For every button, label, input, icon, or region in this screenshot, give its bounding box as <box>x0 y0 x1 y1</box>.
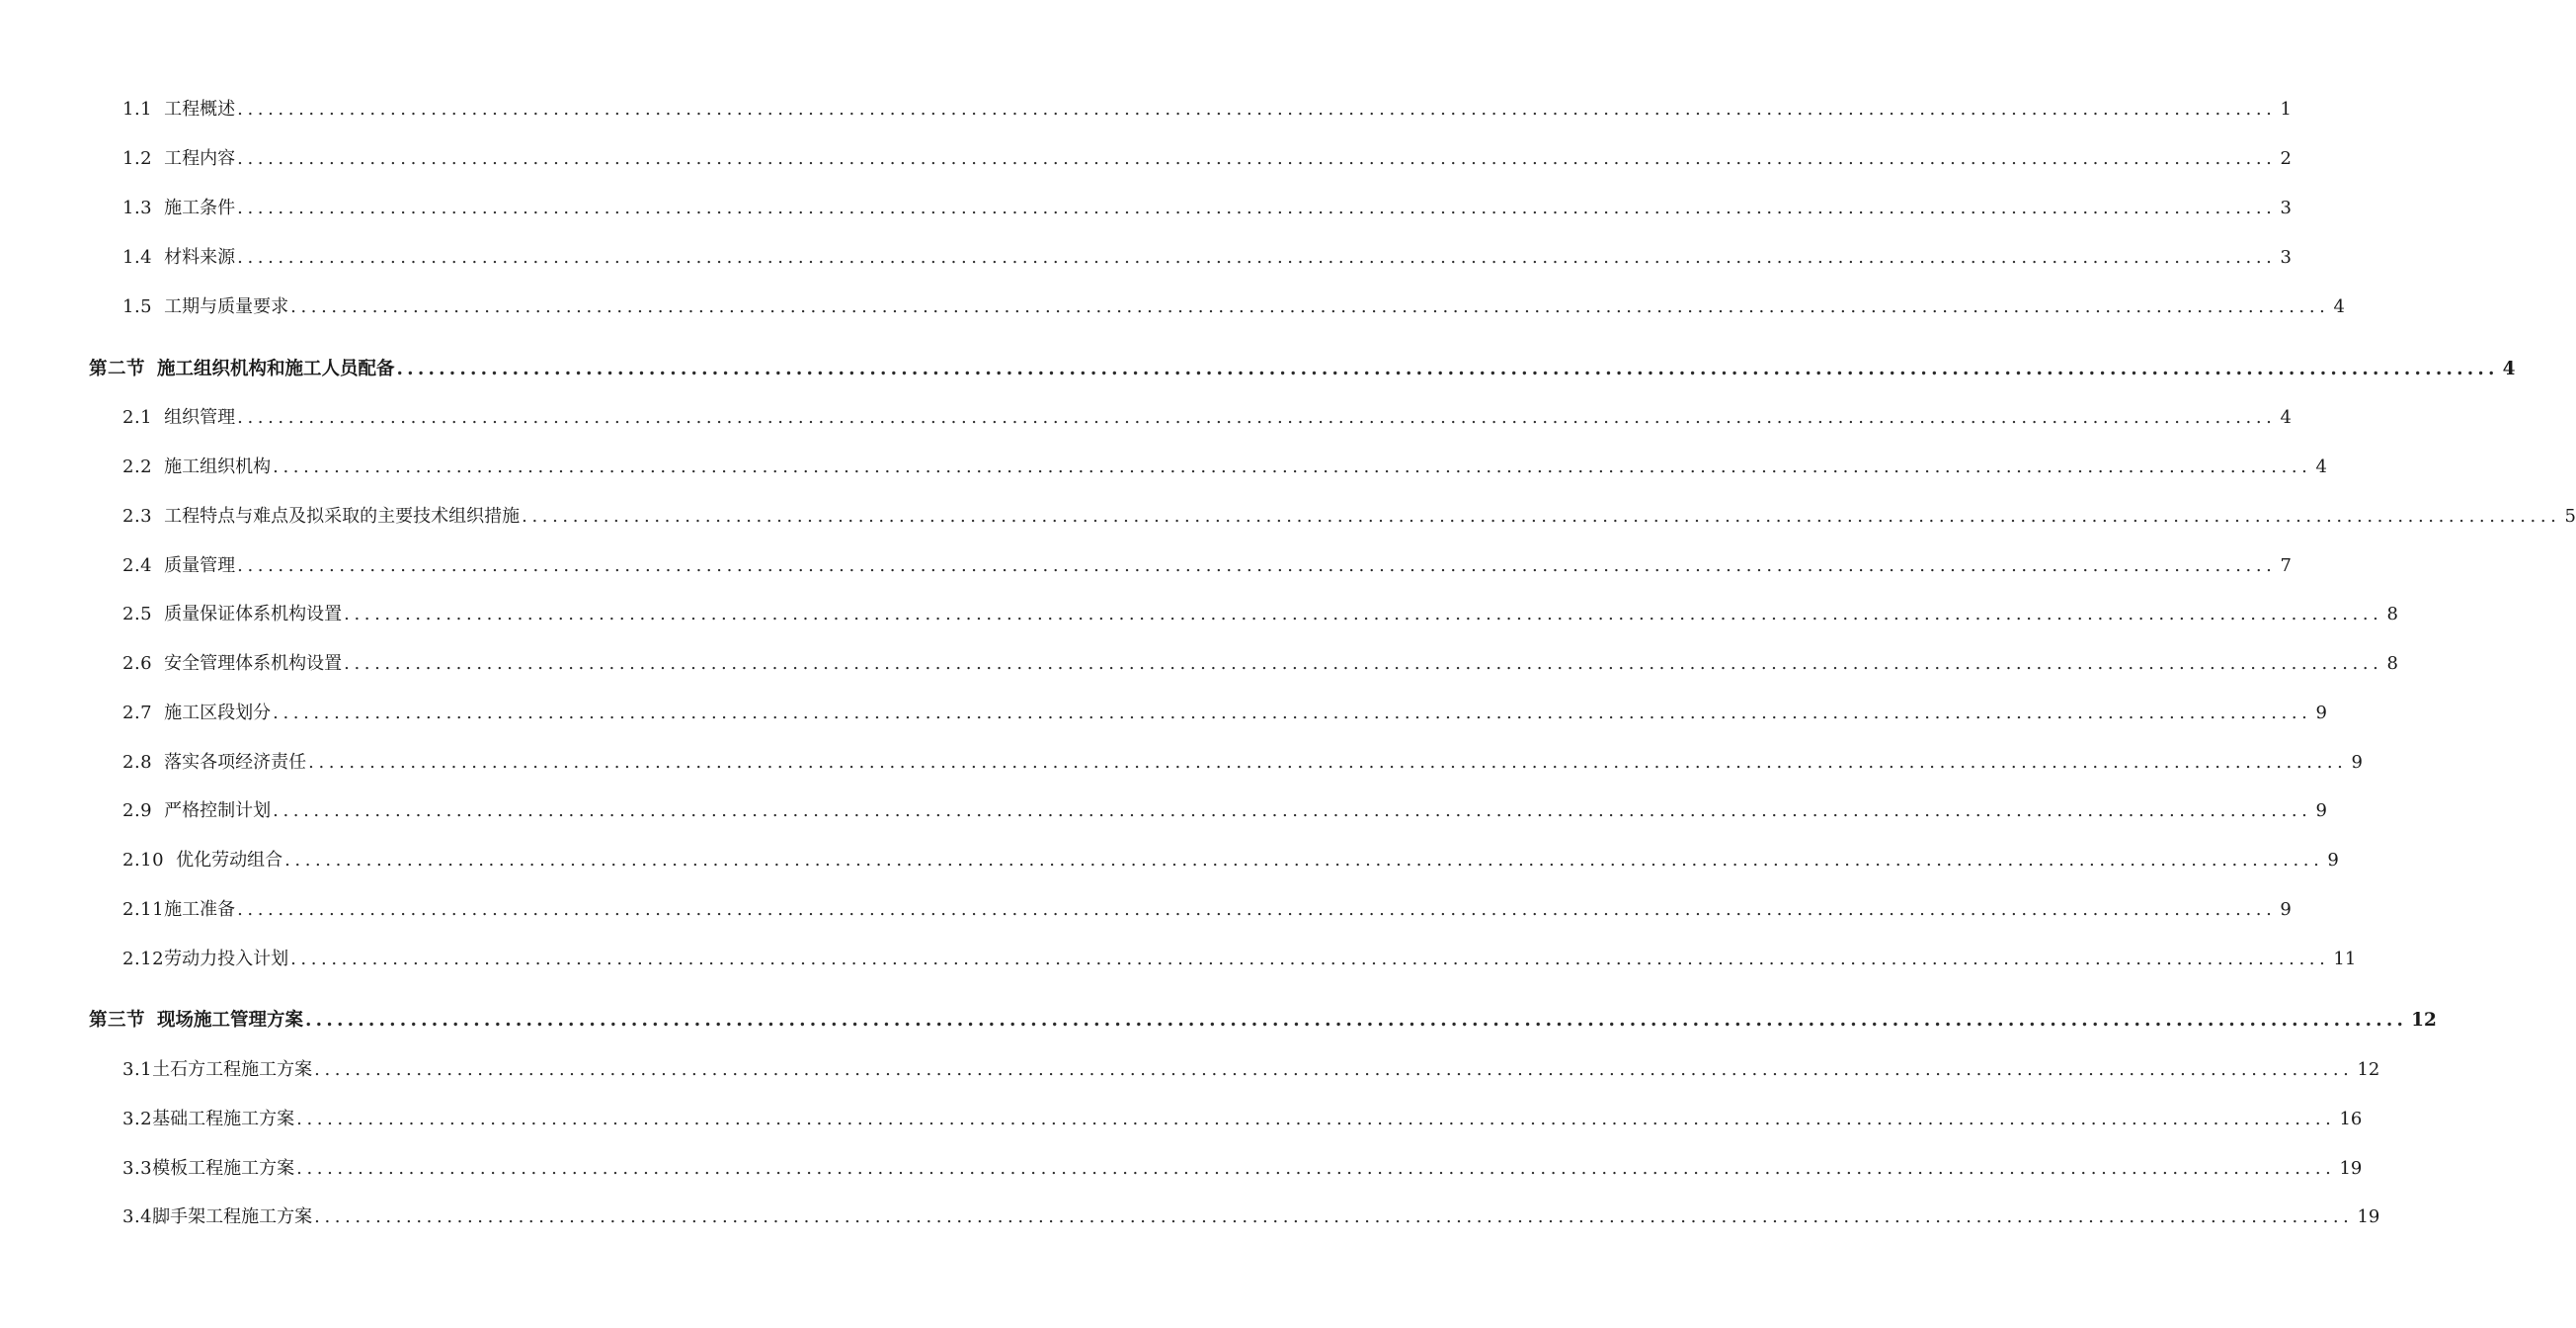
toc-entry-number: 2.5 <box>122 604 153 624</box>
toc-entry-page-number: 4 <box>2315 456 2327 477</box>
toc-entry-page-number: 9 <box>2280 899 2292 920</box>
toc-entry[interactable] <box>122 701 2327 726</box>
toc-entry-title: 现场施工管理方案 <box>157 1010 304 1031</box>
toc-entry-number: 2.8 <box>122 752 153 773</box>
toc-entry-page-number: 16 <box>2339 1109 2363 1129</box>
toc-entry[interactable] <box>122 798 2327 824</box>
toc-entry-number: 3.2 <box>122 1109 153 1129</box>
toc-entry-number: 3.4 <box>122 1206 153 1227</box>
dot-leader: ........................................................................................................................................................................................................ <box>237 148 2277 169</box>
toc-entry-number: 第三节 <box>89 1010 146 1031</box>
toc-entry-page-number: 11 <box>2333 949 2357 969</box>
toc-entry-title: 施工组织机构 <box>164 456 272 477</box>
toc-entry-number: 2.1 <box>122 407 153 428</box>
dot-leader: ........................................................................................................................................................................................................ <box>308 752 2348 773</box>
dot-leader: ........................................................................................................................................................................................................ <box>296 1158 2336 1179</box>
toc-entry-title: 质量管理 <box>164 555 236 576</box>
dot-leader: ........................................................................................................................................................................................................ <box>273 800 2312 821</box>
toc-entry[interactable] <box>122 897 2292 923</box>
toc-entry-number: 2.6 <box>122 653 153 674</box>
toc-entry-title: 施工区段划分 <box>164 703 272 723</box>
toc-entry[interactable] <box>122 97 2292 123</box>
toc-entry[interactable] <box>122 1107 2363 1132</box>
dot-leader: ........................................................................................................................................................................................................ <box>344 604 2383 624</box>
toc-entry-page-number: 5 <box>2564 506 2576 527</box>
toc-entry-title: 模板工程施工方案 <box>152 1158 295 1179</box>
toc-entry[interactable] <box>122 504 2576 530</box>
toc-entry-page-number: 9 <box>2315 703 2327 723</box>
dot-leader: ........................................................................................................................................................................................................ <box>396 359 2499 379</box>
dot-leader: ........................................................................................................................................................................................................ <box>290 949 2330 969</box>
toc-entry-page-number: 2 <box>2280 148 2292 169</box>
toc-entry-title: 材料来源 <box>164 247 236 268</box>
dot-leader: ........................................................................................................................................................................................................ <box>522 506 2561 527</box>
dot-leader: ........................................................................................................................................................................................................ <box>237 899 2277 920</box>
toc-entry-number: 3.3 <box>122 1158 153 1179</box>
dot-leader: ........................................................................................................................................................................................................ <box>314 1206 2354 1227</box>
toc-entry-title: 施工条件 <box>164 198 236 218</box>
toc-section-entry[interactable] <box>89 1008 2437 1034</box>
toc-entry-number: 2.12 <box>122 949 165 969</box>
toc-entry[interactable] <box>122 602 2398 627</box>
dot-leader: ........................................................................................................................................................................................................ <box>314 1059 2354 1080</box>
toc-entry-number: 1.1 <box>122 99 153 120</box>
toc-entry-page-number: 9 <box>2351 752 2363 773</box>
toc-entry-title: 劳动力投入计划 <box>164 949 289 969</box>
toc-entry-number: 第二节 <box>89 359 146 379</box>
toc-entry-page-number: 12 <box>2411 1010 2437 1031</box>
toc-entry-page-number: 8 <box>2386 604 2398 624</box>
toc-entry[interactable] <box>122 196 2292 221</box>
toc-entry-title: 工程特点与难点及拟采取的主要技术组织措施 <box>164 506 521 527</box>
toc-entry-title: 安全管理体系机构设置 <box>164 653 343 674</box>
toc-entry[interactable] <box>122 1204 2380 1230</box>
toc-entry-number: 1.2 <box>122 148 153 169</box>
toc-entry-title: 脚手架工程施工方案 <box>152 1206 313 1227</box>
toc-entry-number: 3.1 <box>122 1059 153 1080</box>
toc-entry-title: 工程内容 <box>164 148 236 169</box>
toc-entry[interactable] <box>122 455 2327 480</box>
toc-entry[interactable] <box>122 553 2292 579</box>
toc-entry-page-number: 1 <box>2280 99 2292 120</box>
dot-leader: ........................................................................................................................................................................................................ <box>237 407 2277 428</box>
toc-entry-title: 质量保证体系机构设置 <box>164 604 343 624</box>
toc-entry-page-number: 19 <box>2339 1158 2363 1179</box>
toc-entry[interactable] <box>122 1057 2380 1083</box>
toc-entry-number: 2.2 <box>122 456 153 477</box>
toc-entry-number: 1.4 <box>122 247 153 268</box>
dot-leader: ........................................................................................................................................................................................................ <box>237 99 2277 120</box>
toc-entry-title: 组织管理 <box>164 407 236 428</box>
dot-leader: ........................................................................................................................................................................................................ <box>296 1109 2336 1129</box>
toc-entry[interactable] <box>122 146 2292 172</box>
toc-entry-title: 施工准备 <box>164 899 236 920</box>
dot-leader: ........................................................................................................................................................................................................ <box>290 296 2330 317</box>
toc-entry-title: 工程概述 <box>164 99 236 120</box>
toc-entry-number: 1.5 <box>122 296 153 317</box>
toc-entry-title: 严格控制计划 <box>164 800 272 821</box>
dot-leader: ........................................................................................................................................................................................................ <box>284 850 2324 871</box>
toc-entry[interactable] <box>122 651 2398 677</box>
toc-entry[interactable] <box>122 1156 2363 1182</box>
toc-entry[interactable] <box>122 405 2292 431</box>
toc-entry-title: 土石方工程施工方案 <box>152 1059 313 1080</box>
toc-entry[interactable] <box>122 750 2363 776</box>
toc-entry-title: 施工组织机构和施工人员配备 <box>157 359 395 379</box>
toc-entry[interactable] <box>122 245 2292 271</box>
toc-entry-page-number: 8 <box>2386 653 2398 674</box>
toc-entry-page-number: 3 <box>2280 247 2292 268</box>
toc-entry-page-number: 19 <box>2357 1206 2380 1227</box>
toc-entry-title: 优化劳动组合 <box>176 850 283 871</box>
toc-section-entry[interactable] <box>89 357 2516 382</box>
toc-entry-page-number: 12 <box>2357 1059 2380 1080</box>
dot-leader: ........................................................................................................................................................................................................ <box>273 456 2312 477</box>
toc-entry-page-number: 9 <box>2327 850 2339 871</box>
dot-leader: ........................................................................................................................................................................................................ <box>344 653 2383 674</box>
toc-entry[interactable] <box>122 294 2345 320</box>
toc-entry[interactable] <box>122 848 2339 873</box>
toc-entry-number: 2.3 <box>122 506 153 527</box>
toc-entry-title: 工期与质量要求 <box>164 296 289 317</box>
toc-entry-number: 2.9 <box>122 800 153 821</box>
dot-leader: ........................................................................................................................................................................................................ <box>237 198 2277 218</box>
toc-entry-number: 2.11 <box>122 899 165 920</box>
dot-leader: ........................................................................................................................................................................................................ <box>273 703 2312 723</box>
toc-entry-title: 落实各项经济责任 <box>164 752 307 773</box>
toc-entry-page-number: 9 <box>2315 800 2327 821</box>
dot-leader: ........................................................................................................................................................................................................ <box>305 1010 2408 1031</box>
toc-entry[interactable] <box>122 947 2357 972</box>
toc-entry-page-number: 4 <box>2280 407 2292 428</box>
toc-entry-number: 1.3 <box>122 198 153 218</box>
toc-entry-number: 2.10 <box>122 850 165 871</box>
dot-leader: ........................................................................................................................................................................................................ <box>237 555 2277 576</box>
toc-entry-title: 基础工程施工方案 <box>152 1109 295 1129</box>
toc-entry-page-number: 3 <box>2280 198 2292 218</box>
dot-leader: ........................................................................................................................................................................................................ <box>237 247 2277 268</box>
toc-entry-page-number: 4 <box>2333 296 2345 317</box>
toc-entry-page-number: 7 <box>2280 555 2292 576</box>
toc-entry-number: 2.4 <box>122 555 153 576</box>
toc-entry-page-number: 4 <box>2502 359 2516 379</box>
toc-entry-number: 2.7 <box>122 703 153 723</box>
